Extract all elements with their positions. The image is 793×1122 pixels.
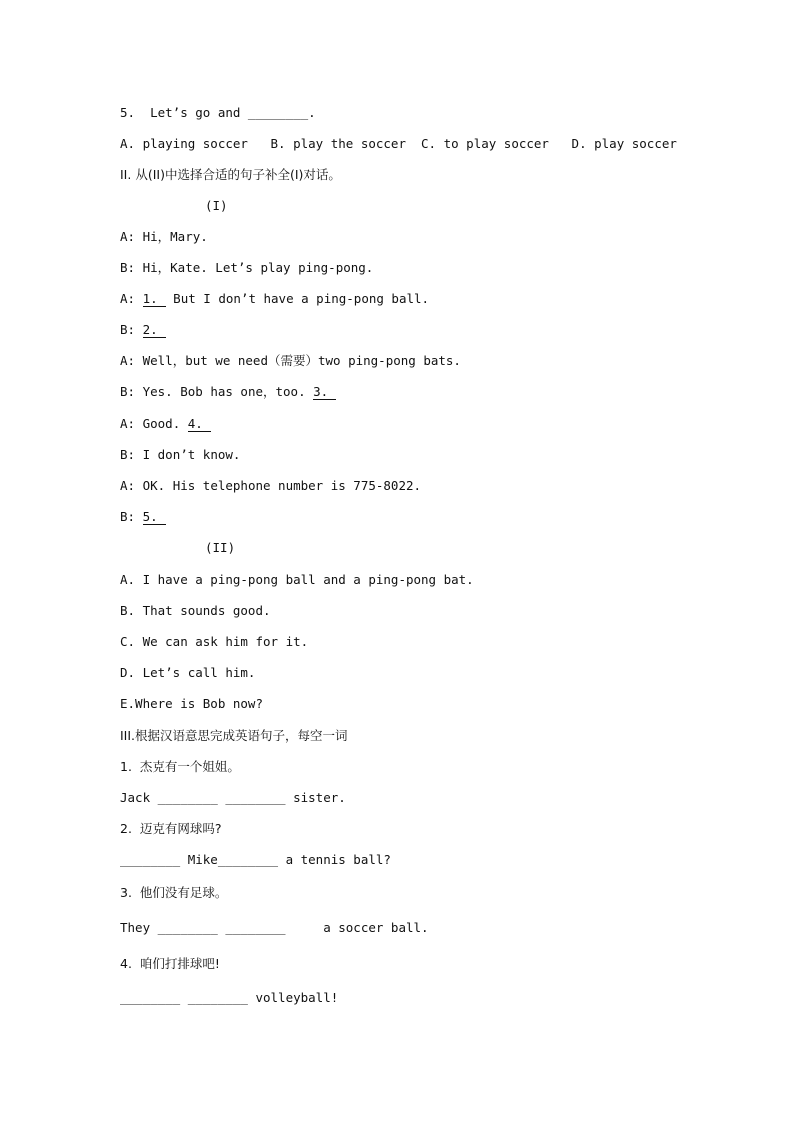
dialog-speaker: A: xyxy=(120,291,136,306)
dialog-speaker: B: xyxy=(120,384,136,399)
dialog-speaker: B: xyxy=(120,260,136,275)
choice-b: B. That sounds good. xyxy=(120,603,271,618)
dialog-text: OK. His telephone number is 775-8022. xyxy=(135,478,422,493)
dialog-text xyxy=(135,322,143,337)
answer-blank-1[interactable]: 1. xyxy=(143,292,166,307)
dialog-line xyxy=(120,229,208,245)
dialog-speaker: A: xyxy=(120,478,136,493)
dialog-speaker: B: xyxy=(120,509,136,524)
dialog-line xyxy=(120,322,166,338)
dialog-line xyxy=(120,384,336,400)
translation-prompt-2: 2. 迈克有网球吗? xyxy=(120,821,222,836)
dialog-line xyxy=(120,509,166,525)
translation-answer-2: ________ Mike________ a tennis ball? xyxy=(120,852,391,867)
dialog-line xyxy=(120,478,421,494)
section-3-title: III.根据汉语意思完成英语句子，每空一词 xyxy=(120,728,348,743)
answer-blank-2[interactable]: 2. xyxy=(143,323,166,338)
translation-answer-1: Jack ________ ________ sister. xyxy=(120,790,346,805)
dialog-speaker: A: xyxy=(120,416,136,431)
dialog-speaker: B: xyxy=(120,447,136,462)
dialog-line xyxy=(120,353,461,369)
translation-answer-4: ________ ________ volleyball! xyxy=(120,990,339,1005)
dialog-speaker: A: xyxy=(120,353,136,368)
section-2-part1-label: (I) xyxy=(205,198,228,213)
dialog-line xyxy=(120,447,240,463)
dialog-text: Yes. Bob has one，too. xyxy=(135,384,314,399)
choice-e: E.Where is Bob now? xyxy=(120,696,263,711)
dialog-text xyxy=(135,509,143,524)
dialog-text: Well，but we need（需要）two ping-pong bats. xyxy=(135,353,461,368)
section-2-part2-label: (II) xyxy=(205,540,236,555)
answer-blank-4[interactable]: 4. xyxy=(188,417,211,432)
section-2-title: II. 从(II)中选择合适的句子补全(I)对话。 xyxy=(120,167,341,182)
translation-answer-3: They ________ ________ a soccer ball. xyxy=(120,920,429,935)
question-5-options: A. playing soccer B. play the soccer C. to play soccer D. play soccer xyxy=(120,136,677,151)
answer-blank-3[interactable]: 3. xyxy=(313,385,336,400)
dialog-text: Hi，Mary. xyxy=(135,229,208,244)
dialog-speaker: A: xyxy=(120,229,136,244)
choice-d: D. Let’s call him. xyxy=(120,665,256,680)
dialog-text: Good. xyxy=(135,416,188,431)
dialog-text: Hi，Kate. Let’s play ping-pong. xyxy=(135,260,374,275)
dialog-text: But I don’t have a ping-pong ball. xyxy=(165,291,430,306)
translation-prompt-3: 3. 他们没有足球。 xyxy=(120,885,228,900)
dialog-speaker: B: xyxy=(120,322,136,337)
answer-blank-5[interactable]: 5. xyxy=(143,510,166,525)
dialog-line xyxy=(120,416,211,432)
dialog-text xyxy=(135,291,143,306)
translation-prompt-4: 4. 咱们打排球吧! xyxy=(120,956,220,971)
dialog-line xyxy=(120,291,429,307)
question-5-stem: 5. Let’s go and ________. xyxy=(120,105,316,120)
dialog-text: I don’t know. xyxy=(135,447,241,462)
dialog-line xyxy=(120,260,373,276)
choice-a: A. I have a ping-pong ball and a ping-pong bat. xyxy=(120,572,474,587)
choice-c: C. We can ask him for it. xyxy=(120,634,309,649)
translation-prompt-1: 1. 杰克有一个姐姐。 xyxy=(120,759,240,774)
